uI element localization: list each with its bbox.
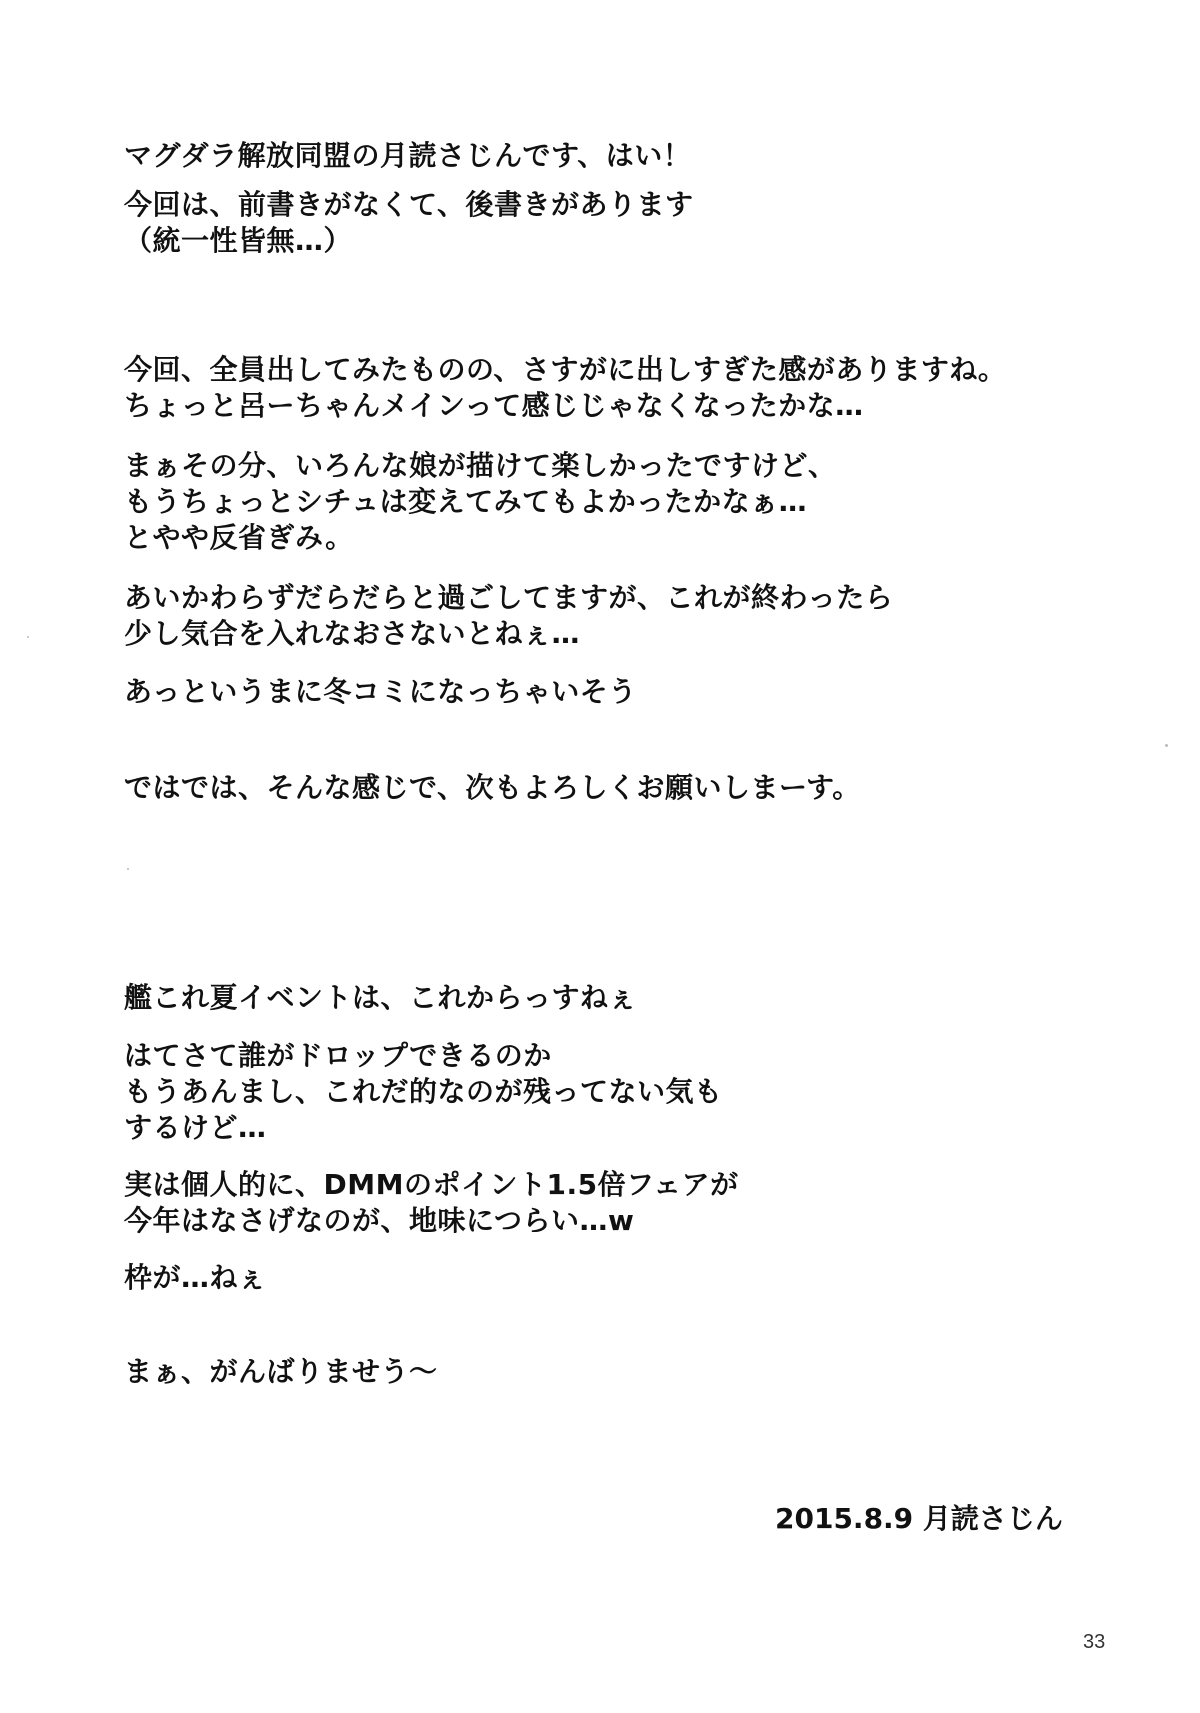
scan-speck	[127, 868, 129, 870]
cheer-line: まぁ、がんばりませう～	[124, 1355, 438, 1388]
date-signature: 2015.8.9 月読さじん	[775, 1502, 1063, 1535]
intro-line: マグダラ解放同盟の月読さじんです、はい！	[124, 139, 692, 172]
regret-line: とやや反省ぎみ。	[124, 521, 354, 554]
slots-line: 枠が…ねぇ	[124, 1261, 267, 1294]
drop-line: はてさて誰がドロップできるのか	[124, 1039, 552, 1072]
dmm-line: 今年はなさげなのが、地味につらい…w	[124, 1204, 635, 1237]
regret-line: もうちょっとシチュは変えてみてもよかったかなぁ…	[124, 485, 808, 518]
reflection-paragraph	[124, 352, 1006, 424]
event-paragraph	[124, 980, 637, 1016]
cheer-paragraph	[124, 1354, 438, 1390]
scan-speck	[27, 636, 29, 638]
drop-line: するけど…	[124, 1111, 267, 1144]
drop-paragraph	[124, 1038, 723, 1146]
routine-line: 少し気合を入れなおさないとねぇ…	[124, 617, 581, 650]
closing-paragraph	[124, 770, 861, 806]
preface-paragraph	[124, 187, 693, 259]
dmm-paragraph	[124, 1167, 739, 1239]
dmm-line: 実は個人的に、DMMのポイント1.5倍フェアが	[124, 1168, 739, 1201]
page-number: 33	[1083, 1631, 1106, 1653]
regret-paragraph	[124, 448, 837, 556]
event-line: 艦これ夏イベントは、これからっすねぇ	[124, 981, 638, 1014]
reflection-line: 今回、全員出してみたものの、さすがに出しすぎた感がありますね。	[124, 353, 1007, 386]
reflection-line: ちょっと呂ーちゃんメインって感じじゃなくなったかな…	[124, 389, 864, 422]
winter-paragraph	[124, 674, 637, 710]
drop-line: もうあんまし、これだ的なのが残ってない気も	[124, 1075, 723, 1108]
scan-speck	[1165, 744, 1168, 747]
slots-paragraph	[124, 1260, 267, 1296]
preface-line: （統一性皆無…）	[124, 224, 353, 257]
closing-line: ではでは、そんな感じで、次もよろしくお願いしまーす。	[124, 771, 861, 804]
regret-line: まぁその分、いろんな娘が描けて楽しかったですけど、	[124, 449, 837, 482]
routine-paragraph	[124, 580, 893, 652]
preface-line: 今回は、前書きがなくて、後書きがあります	[124, 188, 694, 221]
routine-line: あいかわらずだらだらと過ごしてますが、これが終わったら	[124, 581, 894, 614]
winter-line: あっというまに冬コミになっちゃいそう	[124, 675, 637, 708]
intro-paragraph	[124, 138, 691, 174]
